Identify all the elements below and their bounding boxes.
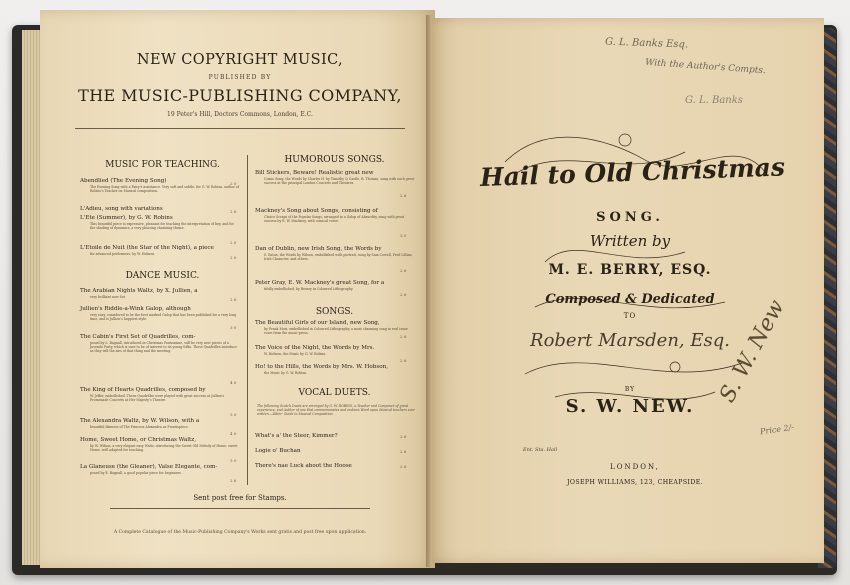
item-description: Comic Song, the Words by Charles H. by Timothy & Castle, R. Thomas, sung with such great success at the principal London Concerts and Theatres.	[264, 177, 415, 185]
price: 4 0	[230, 431, 237, 436]
section-heading-songs: SONGS.	[315, 307, 354, 317]
by-label: BY	[624, 386, 636, 393]
item-description: for advanced performers, by W. Hobson.	[90, 252, 156, 256]
composer-signature: S. W. New	[715, 295, 790, 407]
list-item: L'Etoile de Nuit (the Star of the Night), a piece	[80, 245, 214, 251]
composer-name: S. W. NEW.	[565, 396, 695, 417]
list-item: The King of Hearts Quadrilles, composed by	[80, 387, 206, 393]
dedicatee: Robert Marsden, Esq.	[530, 330, 730, 351]
item-description: by Frank Mori, embellished in Coloured Lithography, a most charming song in real tenor voice from the music-press.	[264, 327, 408, 335]
book-gutter	[426, 15, 432, 567]
price: 2 6	[400, 334, 407, 339]
vocal-duets-intro: The following Scotch Duets are arranged by G. W. ROBINS, a Teacher and Composer of great experience, and Author of one that commemorates and endows Word upon Musical teachers ever written.—Edinr' Guide to Musical Composition.	[257, 404, 415, 416]
price-mark: Price 2/-	[759, 422, 795, 437]
price: 3 0	[230, 458, 237, 463]
price: 3 0	[230, 325, 237, 330]
list-item: Dan of Dublin, new Irish Song, the Words by	[255, 246, 382, 252]
price: 4 0	[230, 380, 237, 385]
list-item: Bill Stickers, Beware! Realistic great new	[255, 170, 374, 176]
left-page-footer: Sent post free for Stamps.	[193, 494, 287, 502]
list-item: The Alexandra Waltz, by W. Wilson, with a	[80, 418, 200, 424]
price: 2 0	[230, 240, 237, 245]
price: 3 0	[400, 233, 407, 238]
list-item: There's nae Luck aboot the Hoose	[255, 463, 352, 469]
price: 2 6	[230, 297, 237, 302]
section-heading-dance: DANCE MUSIC.	[125, 271, 200, 281]
item-description: very easy, considered to be the best marked Galop that has been published for a very long time, and is Jullien's happiest style.	[90, 313, 237, 321]
list-item: Home, Sweet Home, or Christmas Waltz,	[80, 437, 197, 443]
section-heading-humorous: HUMOROUS SONGS.	[284, 155, 385, 165]
item-description: W. Jeffer, embellished. These Quadrilles were played with great success at Jullien's Promenade Concerts at Her Majesty's Theatre.	[90, 394, 225, 402]
top-signature: G. L. Banks	[685, 95, 743, 106]
column-divider	[247, 155, 248, 485]
list-item: Logie o' Buchan	[255, 448, 301, 454]
inscription-line-1: G. L. Banks Esq.	[604, 36, 689, 51]
inscription-line-2: With the Author's Compts.	[644, 57, 767, 77]
footer-rule	[110, 508, 370, 509]
price: 2 6	[400, 464, 407, 469]
item-description: W. Hobson, the Music by G. W. Robins.	[264, 352, 327, 356]
item-description: S. Eaton, the Words by Wilson, embellished with portrait, sung by Sam Cowell, Fred Lillian, Irish Character, and others.	[264, 253, 413, 261]
item-description: posed by E. Bagnall, a good popular piece for beginners.	[90, 471, 182, 475]
price: 2 6	[400, 193, 407, 198]
item-description: beautiful likeness of The Princess Alexandra as Frontispiece.	[90, 425, 189, 429]
price: 2 6	[400, 358, 407, 363]
price: 2 6	[400, 292, 407, 297]
item-description: the Music by G. W. Robins.	[264, 371, 308, 375]
publication-city: LONDON,	[610, 463, 660, 471]
publisher-name: THE MUSIC-PUBLISHING COMPANY,	[78, 86, 402, 105]
item-description: very brilliant new Set.	[90, 295, 126, 299]
list-item: The Beautiful Girls of our Island, new Song,	[255, 320, 380, 326]
written-by: Written by	[589, 232, 671, 250]
item-description: posed by L. Bagnall, introduced in Christmas Pantomime, will be very new pieces of a Juvenile Party, which is sure to be of interest to its young folks. These Quadrilles introduce as they will the airs of that thing and the meeting.	[90, 341, 238, 353]
list-item: Jullien's Riddle-a-Wink Galop, although	[80, 306, 191, 312]
section-heading-teaching: MUSIC FOR TEACHING.	[105, 160, 220, 170]
header-rule	[75, 128, 405, 129]
left-page-title: NEW COPYRIGHT MUSIC,	[136, 52, 344, 68]
price: 2 0	[230, 255, 237, 260]
song-label: SONG.	[596, 210, 664, 225]
price: 2 6	[230, 209, 237, 214]
price: 3 0	[230, 412, 237, 417]
music-publisher: JOSEPH WILLIAMS, 123, CHEAPSIDE.	[566, 479, 703, 486]
author-name: M. E. BERRY, ESQ.	[548, 262, 712, 278]
list-item: L'Adieu, song with variations	[80, 206, 163, 212]
list-item: Abendlied (The Evening Song)	[80, 178, 167, 184]
list-item: The Arabian Nights Waltz, by X. Jullien, a	[80, 288, 198, 294]
list-item: L'Ete (Summer), by G. W. Robins	[80, 215, 173, 221]
price: 2 0	[230, 181, 237, 186]
page-edges	[22, 30, 42, 565]
item-description: by W. Wilson, a very elegant easy Waltz, introducing the Sweet Old Melody of Home, sweet Home, well adapted for teaching.	[90, 444, 238, 452]
list-item: Peter Gray, E. W. Mackney's great Song, for a	[255, 280, 385, 286]
item-description: This beautiful piece is expressive, pleasant for teaching the interpretation of key, and for the shading of dynamics, a very pleasing charming theme.	[90, 222, 235, 230]
price: 2 6	[400, 449, 407, 454]
list-item: La Glaneuse (the Gleaner), Valse Elegante, com-	[80, 464, 218, 470]
list-item: What's a' the Steer, Kimmer?	[255, 433, 338, 439]
list-item: Mackney's Song about Songs, consisting of	[255, 208, 378, 214]
item-description: The Evening Song with a Fairy's assistance. Very soft and subtle, for G. W. Robins, author of Robins's Teacher on Musical composition.	[90, 185, 239, 193]
price: 2 6	[400, 268, 407, 273]
list-item: The Cabin's First Set of Quadrilles, com-	[80, 334, 196, 340]
catalogue-note: A Complete Catalogue of the Music-Publishing Company's Works sent gratis and post free upon application.	[113, 530, 367, 535]
item-description: Choice Scraps of the Popular Songs, arranged in a Galop of Absurdity, sung with great success by E. W. Mackney, with comical verse.	[264, 215, 405, 223]
section-heading-vocal-duets: VOCAL DUETS.	[298, 388, 371, 398]
item-description: tifully embellished, by Bessey in Coloured Lithography.	[264, 287, 354, 291]
publisher-address: 19 Peter's Hill, Doctors Commons, London, E.C.	[167, 111, 313, 118]
published-by: PUBLISHED BY	[208, 74, 272, 81]
list-item: The Voice of the Night, the Words by Mrs.	[255, 345, 375, 351]
list-item: Ho! to the Hills, the Words by Mrs. W. Hobson,	[255, 364, 388, 370]
entered-stationers-hall: Ent. Sta. Hall	[523, 447, 558, 453]
to-label: TO	[623, 312, 637, 320]
composed-dedicated: Composed & Dedicated	[545, 292, 715, 307]
song-title: Hail to Old Christmas	[479, 152, 786, 193]
price: 2 6	[400, 434, 407, 439]
price: 2 6	[230, 478, 237, 483]
